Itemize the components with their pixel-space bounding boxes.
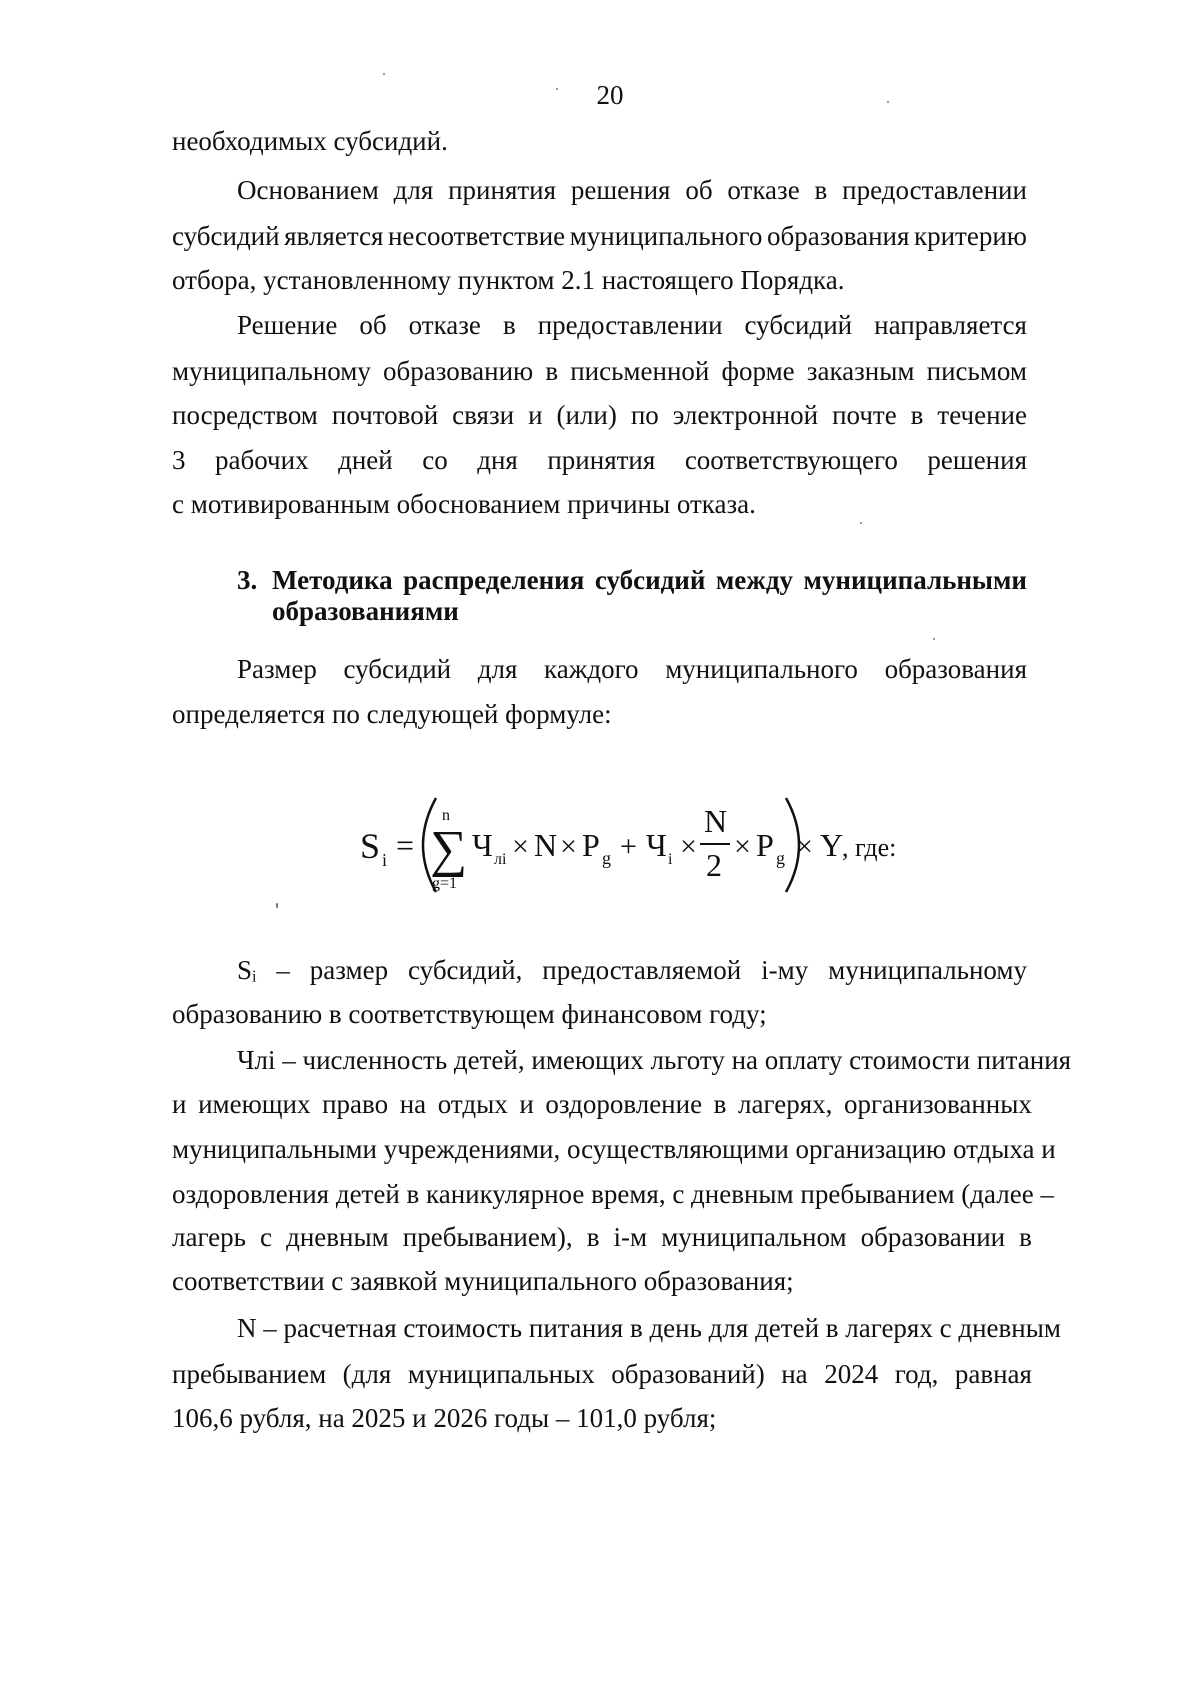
word: электронной <box>672 400 819 430</box>
word: на <box>399 1089 427 1119</box>
sum-symbol: ∑ <box>430 821 468 878</box>
word: i-му <box>761 955 809 985</box>
term-p-2-sub: g <box>776 848 785 868</box>
word: об <box>685 175 713 205</box>
word: право <box>322 1089 389 1119</box>
word: лагерь <box>172 1222 246 1252</box>
word: в <box>910 400 924 430</box>
word: для <box>477 654 518 684</box>
para1-line1 <box>237 177 1027 204</box>
term-n: N <box>534 827 558 863</box>
word: течение <box>937 400 1027 430</box>
def-si-line1 <box>237 957 1027 984</box>
word: предоставлении <box>842 175 1027 205</box>
word: и <box>519 1089 534 1119</box>
para3-line1 <box>237 656 1027 683</box>
para3-line2: определяется по следующей формуле: <box>172 699 612 729</box>
word: дней <box>338 445 393 475</box>
word: Размер <box>237 654 317 684</box>
term-chi-sub: i <box>668 851 673 868</box>
word: отказе <box>408 310 481 340</box>
fraction-denominator: 2 <box>706 847 722 883</box>
plus: + <box>620 830 637 863</box>
word: в <box>814 175 828 205</box>
paragraph-continuation: необходимых субсидий. <box>172 126 448 156</box>
word: предоставляемой <box>542 955 742 985</box>
word: пребыванием <box>172 1359 327 1389</box>
word: между <box>715 565 794 595</box>
def-ch-line3: муниципальными учреждениями, осуществляющими организацию отдыха и <box>172 1134 1056 1164</box>
word: об <box>359 310 387 340</box>
word: пребыванием), <box>402 1222 573 1252</box>
formula <box>350 790 970 900</box>
sum-upper: n <box>442 807 450 824</box>
para2-line2 <box>172 358 1027 385</box>
word: предоставлении <box>537 310 723 340</box>
word: дня <box>477 445 518 475</box>
word: со <box>422 445 448 475</box>
word: субсидий <box>594 565 706 595</box>
term-ch-sub: лi <box>494 851 507 868</box>
def-ch-line1: Члi – численность детей, имеющих льготу на оплату стоимости питания <box>237 1045 1072 1075</box>
word: в <box>1019 1222 1032 1252</box>
def-ch-line4: оздоровления детей в каникулярное время, с дневным пребыванием (далее – <box>172 1179 1054 1209</box>
word: муниципальными <box>803 565 1027 595</box>
term-y: Y <box>820 827 844 863</box>
para2-line1 <box>237 312 1027 339</box>
word: Решение <box>237 310 338 340</box>
word: – <box>276 955 290 985</box>
word: имеющих <box>198 1089 311 1119</box>
scan-speck <box>276 903 278 908</box>
word: форме <box>721 356 795 386</box>
word: решения <box>570 175 671 205</box>
word: отдых <box>437 1089 508 1119</box>
word: равная <box>954 1359 1032 1389</box>
word: по <box>630 400 659 430</box>
term-ch: Ч <box>472 827 493 863</box>
word: муниципальных <box>407 1359 595 1389</box>
word: муниципальному <box>172 356 371 386</box>
word: принятия <box>547 445 656 475</box>
word: письменной <box>570 356 710 386</box>
section-title-line1 <box>272 567 1027 594</box>
word: 3 <box>172 445 186 475</box>
word: i-м <box>613 1222 648 1252</box>
word: размер <box>309 955 389 985</box>
word: Методика <box>272 565 393 595</box>
word: связи <box>452 400 515 430</box>
word: образования <box>884 654 1027 684</box>
times-5: × <box>796 830 813 863</box>
word: организованных <box>843 1089 1032 1119</box>
def-ch-line6: соответствии с заявкой муниципального образования; <box>172 1266 794 1296</box>
word: отказе <box>727 175 800 205</box>
word: субсидий <box>172 221 280 251</box>
def-ch-line5 <box>172 1224 1032 1251</box>
word: образований) <box>611 1359 765 1389</box>
word: субсидий <box>744 310 853 340</box>
scan-speck <box>383 73 385 75</box>
para2-line4 <box>172 447 1027 474</box>
word: субсидий, <box>408 955 523 985</box>
word: в <box>502 310 516 340</box>
para2-line3 <box>172 402 1027 429</box>
word: с <box>260 1222 273 1252</box>
para1-line2 <box>172 223 1027 250</box>
word: (или) <box>556 400 617 430</box>
times-4: × <box>734 830 751 863</box>
word: (для <box>342 1359 392 1389</box>
word: почтовой <box>331 400 439 430</box>
word: заказным <box>806 356 915 386</box>
word: в <box>545 356 559 386</box>
term-chi: Ч <box>646 827 667 863</box>
word: субсидий <box>343 654 452 684</box>
formula-eq: = <box>396 827 415 863</box>
word: распределения <box>403 565 585 595</box>
word: оздоровление <box>545 1089 703 1119</box>
term-p-2: P <box>756 827 774 863</box>
def-n-line3: 106,6 рубля, на 2025 и 2026 годы – 101,0 рубля; <box>172 1403 717 1433</box>
word: является <box>284 221 384 251</box>
word: муниципального <box>569 221 763 251</box>
scan-speck <box>556 88 558 90</box>
word: критерию <box>913 221 1027 251</box>
page-number: 20 <box>596 80 624 110</box>
word: лагерях, <box>738 1089 833 1119</box>
word: муниципальном <box>661 1222 847 1252</box>
word: год, <box>894 1359 939 1389</box>
def-n-line2 <box>172 1361 1032 1388</box>
word: муниципального <box>665 654 858 684</box>
word: решения <box>927 445 1027 475</box>
word: посредством <box>172 400 318 430</box>
def-si-line2: образованию в соответствующем финансовом году; <box>172 999 767 1029</box>
word: и <box>528 400 543 430</box>
word: муниципальному <box>828 955 1027 985</box>
formula-tail: , где: <box>842 833 897 862</box>
def-ch-line2 <box>172 1091 1032 1118</box>
word: образовании <box>860 1222 1006 1252</box>
word: почте <box>832 400 897 430</box>
times-1: × <box>512 830 529 863</box>
formula-lhs: S <box>360 826 381 866</box>
word: на <box>781 1359 808 1389</box>
section-number: 3. <box>237 565 258 595</box>
scan-speck <box>860 522 862 524</box>
fraction-numerator: N <box>704 803 728 839</box>
word: Основанием <box>237 175 379 205</box>
formula-lhs-sub: i <box>382 850 388 870</box>
scan-speck <box>887 101 889 103</box>
def-n-line1: N – расчетная стоимость питания в день для детей в лагерях с дневным <box>237 1313 1061 1343</box>
word: каждого <box>544 654 639 684</box>
word: рабочих <box>215 445 309 475</box>
term-p: P <box>582 827 600 863</box>
times-2: × <box>560 830 577 863</box>
word: для <box>393 175 434 205</box>
word: Sᵢ <box>237 955 257 985</box>
scan-speck <box>933 638 935 640</box>
word: образования <box>766 221 910 251</box>
word: несоответствие <box>387 221 566 251</box>
word: и <box>172 1089 187 1119</box>
word: письмом <box>926 356 1027 386</box>
para2-line5: с мотивированным обоснованием причины отказа. <box>172 489 756 519</box>
word: 2024 <box>824 1359 879 1389</box>
word: соответствующего <box>684 445 898 475</box>
times-3: × <box>680 830 697 863</box>
word: принятия <box>448 175 557 205</box>
para1-line3: отбора, установленному пунктом 2.1 настоящего Порядка. <box>172 265 845 295</box>
word: образованию <box>383 356 534 386</box>
sum-lower: g=1 <box>432 875 458 892</box>
section-title-line2: образованиями <box>272 596 459 626</box>
word: в <box>713 1089 727 1119</box>
word: дневным <box>286 1222 389 1252</box>
term-p-sub: g <box>602 848 611 868</box>
word: направляется <box>874 310 1027 340</box>
word: в <box>586 1222 600 1252</box>
